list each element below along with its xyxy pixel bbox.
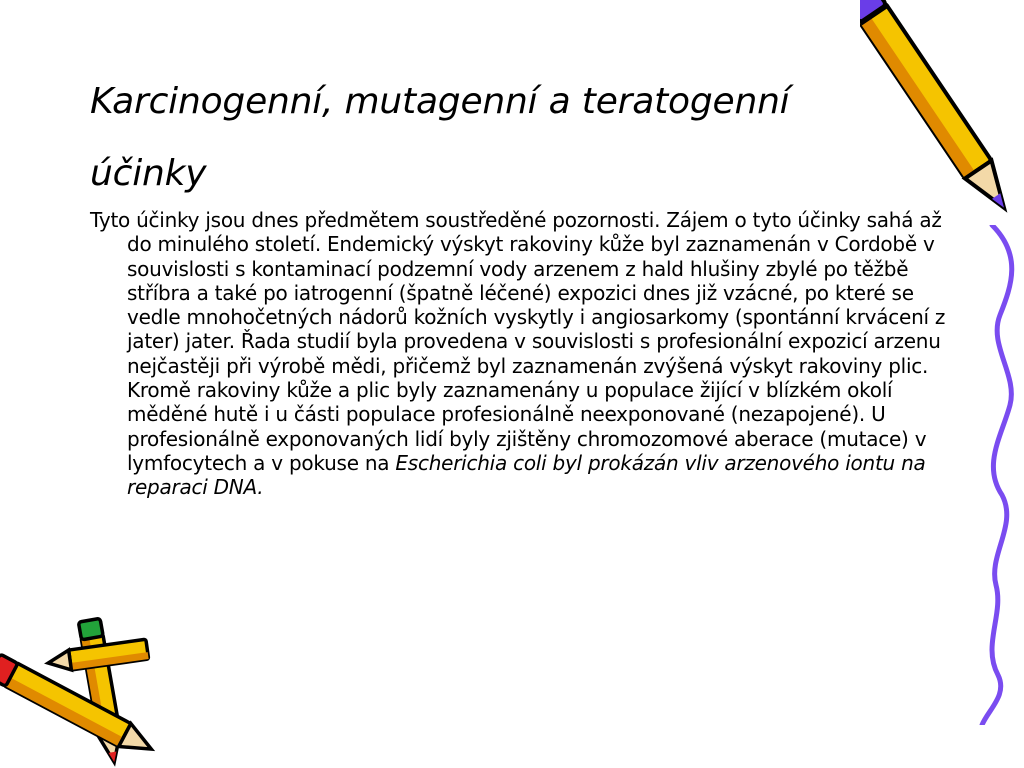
pencils-icon: [0, 612, 160, 768]
squiggle-border-icon: [952, 225, 1024, 725]
body-main-text: Tyto účinky jsou dnes předmětem soustředěné pozornosti. Zájem o tyto účinky sahá až do minulého století. Endemický výskyt rakoviny kůže byl zaznamenán v Cordobě v souvislosti s kontaminací podzemní vody arzenem z hald hlušiny zbylé po těžbě stříbra a také po iatrogenní (špatně léčené) expozici dnes již vzácné, po které se vedle mnohočetných nádorů kožních vyskytly i angiosarkomy (spontánní krvácení z jater) jater. Řada studií byla provedena v souvislosti s profesionální expozicí arzenu nejčastěji při výrobě mědi, přičemž byl zaznamenán zvýšená výskyt rakoviny plic. Kromě rakoviny kůže a plic byly zaznamenány u populace žijící v blízkém okolí měděné hutě i u části populace profesionálně neexponované (nezapojené). U profesionálně exponovaných lidí byly zjištěny chromozomové aberace (mutace) v lymfocytech a v pokuse na: [90, 208, 946, 475]
pencil-icon: [860, 0, 1024, 245]
title-line-1: Karcinogenní, mutagenní a teratogenní: [90, 81, 790, 122]
body-italic-text: Escherichia coli byl prokázán vliv arzenového iontu na reparaci DNA.: [127, 450, 926, 500]
title-line-2: účinky: [90, 153, 207, 194]
slide-body-text: [90, 208, 965, 500]
slide-title: [90, 66, 850, 210]
